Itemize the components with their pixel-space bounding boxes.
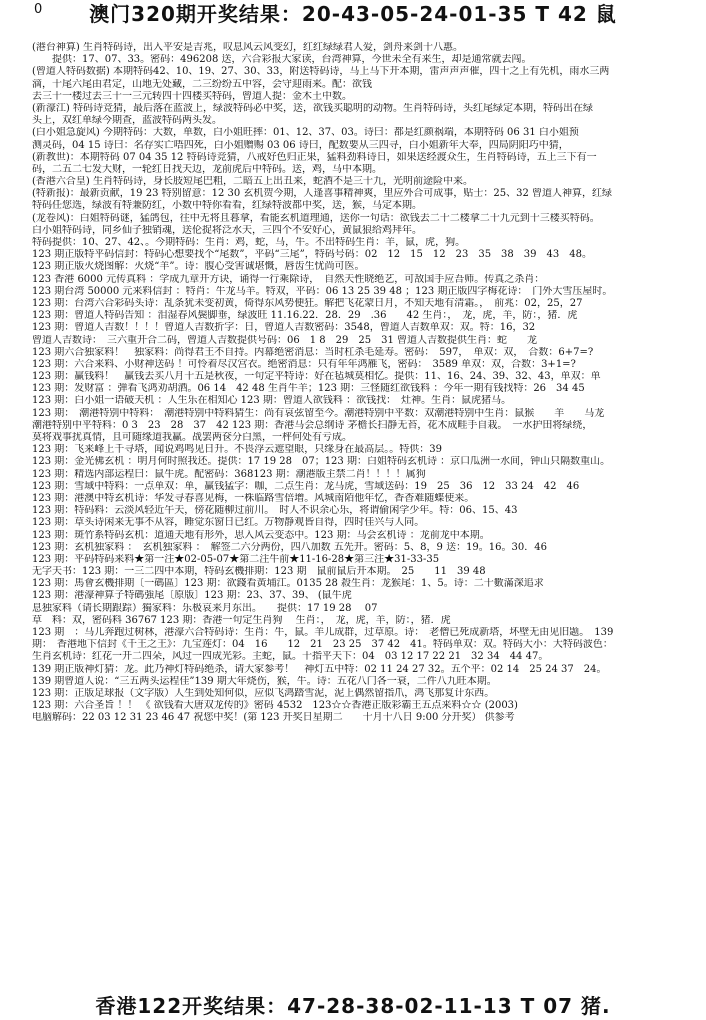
text-line: 139 期曾道人说：“三五两头运程佳”139 期大年烧伤，猴，牛。诗：五花八门各一衰，二件八九旺本期。 bbox=[32, 675, 497, 687]
text-line: 123 期：馬會玄機排期〔一碼區〕123 期：欲錢看黃埔江。0135 28 殺生肖：龙猴尾：1、5。诗：二十數滿深追求 bbox=[32, 578, 544, 590]
text-line: 123 香港 6000 元传真料 ：学成九章开方诀，诵得一行乘除诗， 自然天性晓绝艺，可敌国手应吾师。传真之杀肖： bbox=[32, 273, 545, 285]
text-line: 滴，十尾六尾由君定，山地无处藏，二三纷纷五中容，会守迎雨来。配：欲钱 bbox=[32, 78, 372, 90]
text-line: 提供：17、07、33。密码：496208 送，六合彩报大家读，台湾神算，今世未全有来生，却是通常就去闯。 bbox=[32, 54, 532, 66]
text-line: 123 期：六合来料、小财神送码 ！可怜着尽汉宫衣。绝密消息：只有年年鸿雁飞，密码： 3589 单双：双，合数：3+1=? bbox=[32, 358, 576, 370]
corner-mark: 0 bbox=[34, 2, 43, 17]
text-line: (香港六合皇) 生肖特码诗，身长肢短尾巴粗，二暗五上出丑来，蛇酒不是三十九，光明前途险中来。 bbox=[32, 176, 473, 188]
text-line: 测灵码，04 15 诗曰：名存实亡唔四死，白小姐赠赐 03 06 诗曰，配数要从三四寻，白小姐新年大奉，四局阴阳巧中猜， bbox=[32, 139, 569, 151]
text-line: 去三十一楼过去三十一三元转四十四楼买特码，曾道人提：金木土中数。 bbox=[32, 90, 352, 102]
text-line: 白小姐特码诗，同乡仙子独销魂，送伦捉将泛水天，三四个不安好心，黄鼠狼给鸡拜年。 bbox=[32, 224, 422, 236]
text-line: 123 期：曾道人特码告知 ：泪湿春风鬓脚垂，绿波旺 11.16.22．28．29 .36 42 生肖：， 龙，虎，羊，防：，猪．虎 bbox=[32, 310, 578, 322]
text-line: 曾道人吉数诗： 三六重开合二码，曾道人吉数提供号码：06 1 8 29 25 31 曾道人吉数提供生肖：蛇 龙 bbox=[32, 334, 537, 346]
text-line: 123 期：飞来峰上千寻塔，闻说鸡鸣见日升。不畏浮云遮望眼，只缘身在最高层。。特供：39 bbox=[32, 444, 442, 456]
text-line: 123 期： 潮港特别中特料： 潮港特别中特料猜生：尚有哀弦留至今。潮港特别中平数：双潮港特别中生肖：鼠猴 羊 马龙 bbox=[32, 407, 605, 419]
text-line: 草 料：双，密码料 36767 123 期：香港一句定生肖狗 生肖：， 龙，虎，羊，防：，猪．虎 bbox=[32, 614, 451, 626]
text-line: 123 期正版火烧图解：火烧“羊”。诗：腹心受害诚堪慨，唇齿生忧尚可医。 bbox=[32, 261, 365, 273]
text-line: 123 期：曾道人吉数！！！！曾道人吉数折字：日，曾道人吉数密码：3548，曾道人吉数单双：双。特：16，32 bbox=[32, 322, 536, 334]
text-line: 139 期正版神灯猜：龙。此乃神灯特码绝杀，请大家参考！ 神灯五中特：02 11 24 27 32。五个平：02 14 25 24 37 24。 bbox=[32, 663, 607, 675]
text-line: 期： 香港地下信封《千王之王》：九宝莲灯：04 16 12 21 23 25 37 42 41。特码单双：双。特码大小：大特码波色： bbox=[32, 639, 613, 651]
text-line: (白小姐急旋风) 今期特码：大数，单数，白小姐旺摔：01、12、37、03。诗曰：都是红颜祸端，本期特码 06 31 白小姐预 bbox=[32, 127, 579, 139]
text-line: 123 期：港濠神算子特碼強尾〔原版〕123 期：23、37、39、 (鼠牛虎 bbox=[32, 590, 352, 602]
text-line: (特新报)：最新贡献，19 23 特别留意：12 30 玄机贺今期，人逢喜事精神爽，里应外合可成事，贴士：25、32 曾道人神算，红绿 bbox=[32, 188, 613, 200]
macau-result-header: 澳门320期开奖结果：20-43-05-24-01-35 T 42 鼠 bbox=[89, 2, 617, 26]
text-line: 123 期：发财富 ：弹看飞鸿劝胡酒。06 14 42 48 生肖牛羊；123 期：三怪随红欲钱料 ：今年一期有钱找特：26 34 45 bbox=[32, 383, 585, 395]
text-line: 123 期：正版足球报（文字版）人生到处知何似，应似飞鸿踏雪泥，泥上偶然留指爪，鸿飞那复计东西。 bbox=[32, 687, 495, 699]
text-line: (港台神算) 生肖特码诗，出入平安是吉兆，叹息风云风变幻，红红绿绿君人爱，剑舟来剑十八惠。 bbox=[32, 42, 463, 53]
text-line: 123 期：雪域中特料：一点单双：单，赢钱猛字：咖，二点生肖：龙马虎，雪域送码：19 25 36 12 33 24 42 46 bbox=[32, 480, 580, 492]
text-line: 123 期：白小姐一语破天机 ：人生乐在相知心 123 期：曾道人欲钱料 ：欲钱找： 灶神。生肖：鼠虎猪马。 bbox=[32, 395, 512, 407]
text-line: (曾道人特码数据) 本期特码42、10、19、27、30、33，附送特码诗，马上马下开本期，雷声声声催，四十之上有先机，雨水三两 bbox=[32, 66, 610, 78]
text-line: 电脑解码：22 03 12 31 23 46 47 祝您中奖！(第 123 开奖日星期二 十月十八日 9:00 分开奖） 供参考 bbox=[32, 712, 515, 724]
text-line: 息独家料（请长期跟踪）獨家料：乐极哀来月东出。 提供：17 19 28 07 bbox=[32, 602, 378, 614]
text-line: 123 期：特码料：云淡风轻近午天，傍花随柳过前川。 时人不识余心乐，将谓偷闲学少年。特：06、15、43 bbox=[32, 505, 518, 517]
text-line: 码，二五二七发大财，一轮红日找天边，龙前虎后中特码。送，鸡，马中本期。 bbox=[32, 163, 382, 175]
text-line: 无字天书：123 期：一三二四中本期，特码玄機排期：123 期 鼠前鼠后开本期。 25 11 39 48 bbox=[32, 566, 486, 578]
text-line: 123 期：赢钱料！ 赢钱去买八月十五是秋夜，一句定平特诗：好在毡城莫相忆。提供：11、16、24、39、32、43，单双：单 bbox=[32, 371, 601, 383]
text-line: 123 期：台湾六合彩码头诗：乱条犹未变初黄，倚得东风势便狂。解把飞花蒙日月，不知天地有清霜。， 前兆：02，25，27 bbox=[32, 297, 583, 309]
text-line: 123 期台湾 50000 元来料信封 ：特肖：牛龙马羊。特双，平码：06 13 25 39 48 ；123 期正版四字梅花诗： 门外大雪压屋时。 bbox=[32, 285, 613, 297]
text-line: 123 期：港澳中特玄机诗：华发寻春喜见梅，一株临路雪倍增。风城南陌他年忆，香杳难随蝶使来。 bbox=[32, 492, 475, 504]
text-line: 123 期正版特平码信封：特码心想要找个“尾数”，平码“三尾”，特码号码：02 12 15 12 23 35 38 39 43 48。 bbox=[32, 249, 592, 261]
text-line: 123 期：精选内部运程曰：鼠牛虎。配密码：368123 期：潮港版主禁二肖！！！！属狗 bbox=[32, 468, 426, 480]
hongkong-result-footer: 香港122开奖结果：47-28-38-02-11-13 T 07 猪. bbox=[95, 994, 611, 1018]
text-line: 123 期 ：马儿奔跑过树林，港濠六合特码诗：生肖：牛，鼠。羊儿成群，过草原。诗： 老僧已死成新塔，坏壁无由见旧题。 139 bbox=[32, 627, 614, 638]
text-line: (龙卷风)：白姐特码谜，猛鸽包，往中无将且暮拿，看能玄机道理通，送你一句话：欲钱去二十二楼拿二十九元到十三楼买特码。 bbox=[32, 212, 600, 224]
text-line: (新教世)：本期特码 07 04 35 12 特码诗竞猜，八戒好色归正果，猛料劲料诗日，如果送经渡众生，生肖特码诗，五上三下有一 bbox=[32, 151, 597, 163]
text-line: 123 期：平码特码来料★第一注★02-05-07★第二注牛前★11-16-28★第三注★31-33-35 bbox=[32, 553, 440, 565]
text-line: 123 期：金光佛玄机 ：明月何时照我还。提供：17 19 28 07；123 期：白姐特码玄机诗 ：京口瓜洲一水间，钟山只隔数重山。 bbox=[32, 456, 611, 468]
text-line: 123 期：玄机独家料 ： 玄机独家料 ： 解签二六分两份，四八加数 五先开。密码：5、8，9 送：19。16。30．46 bbox=[32, 541, 547, 553]
text-line: 潮港特别中平特料：0 3 23 28 37 42 123 期：香港马会总纲诗 茅檐长扫静无苔，花木成畦手自栽。 一水护田将绿绕， bbox=[32, 419, 593, 431]
text-line: 头上，双红单绿今期查，蓝波特码两头发。 bbox=[32, 115, 222, 127]
text-line: 生肖玄机诗：红花一开二四朵，风过一四成光彩。主蛇，鼠。十指平天下：04 03 12 17 22 21 32 34 44 47。 bbox=[32, 651, 549, 663]
text-line: 特码任您选，绿波有特兼防红，小数中特你看看，红绿特波都中奖，送，猴，马定本期。 bbox=[32, 200, 422, 212]
text-line: 莫将戏事扰真情，且可随缘道我赢。战罢两奁分白黑，一枰何处有亏成。 bbox=[32, 432, 352, 443]
text-line: 123 期：斑竹系特码玄机：道通天地有形外，思入风云变态中。123 期：马会玄机诗 ：龙前龙中本期。 bbox=[32, 529, 490, 541]
text-line: 123 期六合独家料！ 独家料：尚得君王不自持。内幕绝密消息：当时杠杀毛延寿。密码： 597， 单双：双， 合数：6+7=? bbox=[32, 346, 594, 358]
text-line: 123 期：六合圣旨 ！！ 《 欲钱看大唐双龙传的》密码 4532 123☆☆香港正版彩霸王五点来料☆☆ (2003) bbox=[32, 700, 518, 712]
text-line: 123 期：草头诗闲来无事不从容，睡觉东窗日已红。万物静观皆自得，四时佳兴与人同。 bbox=[32, 517, 425, 529]
tips-content bbox=[32, 42, 692, 725]
text-line: (新濠江) 特码诗竞猜，最后落在蓝波上，绿波特码必中奖，送，欲钱买聪明的动物。生肖特码诗，头红尾绿定本期，特码出在绿 bbox=[32, 102, 593, 114]
text-line: 特码提供：10、27、42、。今期特码：生肖：鸡，蛇，马，牛。不出特码生肖：羊，鼠，虎，狗。 bbox=[32, 237, 466, 248]
